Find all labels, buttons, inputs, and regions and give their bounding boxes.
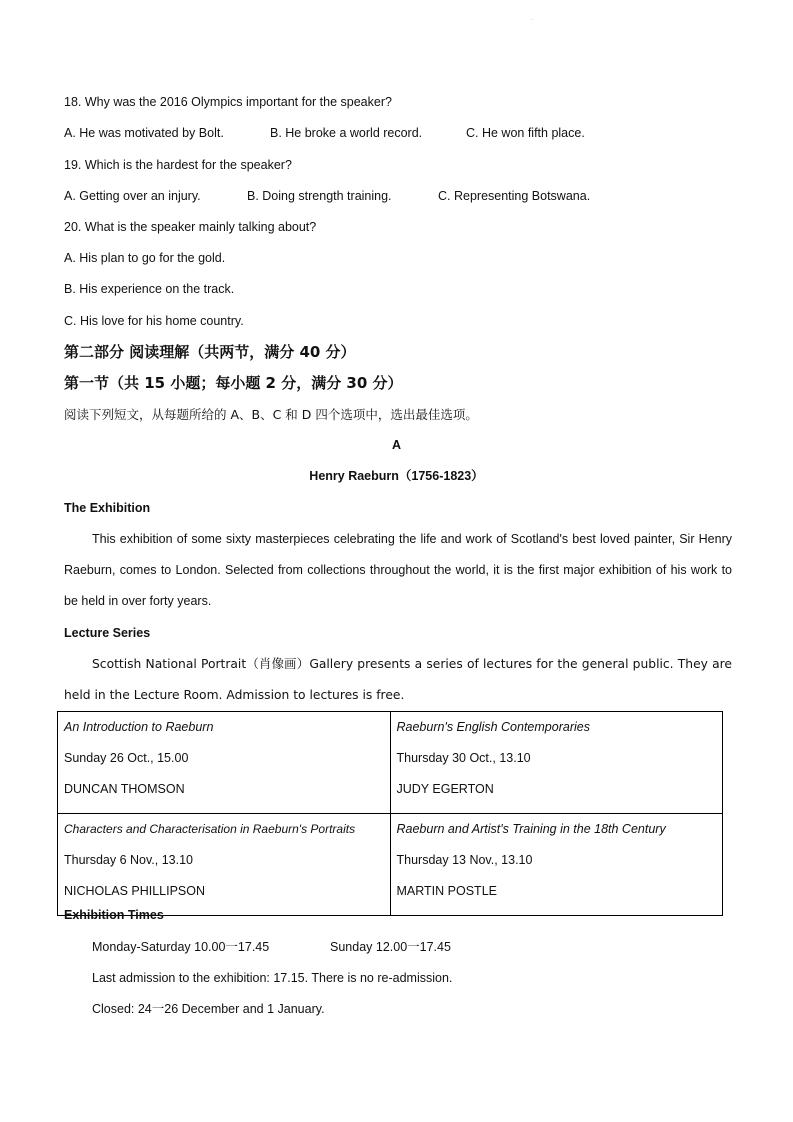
last-admission: Last admission to the exhibition: 17.15. There is no re-admission. [92, 971, 453, 985]
question-20-option-a: A. His plan to go for the gold. [64, 251, 226, 265]
lecture-speaker: MARTIN POSTLE [396, 884, 497, 898]
lecture-title: Raeburn's English Contemporaries [396, 720, 590, 734]
lecture-title: Raeburn and Artist's Training in the 18th Century [396, 822, 666, 836]
lecture-cell [390, 712, 723, 814]
question-18-option-c: C. He won fifth place. [466, 126, 585, 140]
lecture-speaker: DUNCAN THOMSON [64, 782, 185, 796]
part-two-title: 第二部分 阅读理解（共两节，满分 40 分） [64, 343, 356, 361]
passage-letter: A [391, 438, 402, 452]
exhibition-text: This exhibition of some sixty masterpieces celebrating the life and work of Scotland's best loved painter, Sir Henry Raeburn, comes to London. Selected from collections throughout the world, it is the first major exhibition of his work to be held in over forty years. [64, 532, 732, 608]
lecture-paragraph [64, 649, 732, 711]
closed-dates: Closed: 24一26 December and 1 January. [92, 1002, 325, 1016]
question-19-stem: 19. Which is the hardest for the speaker? [64, 158, 292, 172]
passage-title: Henry Raeburn（1756-1823） [309, 469, 484, 483]
question-20-option-b: B. His experience on the track. [64, 282, 235, 296]
question-20-option-c: C. His love for his home country. [64, 314, 244, 328]
lecture-cell [58, 712, 391, 814]
section-one-title: 第一节（共 15 小题；每小题 2 分，满分 30 分） [64, 374, 403, 392]
lecture-date: Thursday 6 Nov., 13.10 [64, 853, 194, 867]
lecture-title: Characters and Characterisation in Raeburn's Portraits [64, 822, 356, 836]
lecture-cell [390, 814, 723, 916]
question-18-option-a: A. He was motivated by Bolt. [64, 126, 224, 140]
question-19-option-c: C. Representing Botswana. [438, 189, 591, 203]
times-sunday: Sunday 12.00一17.45 [330, 940, 451, 954]
lecture-text: Scottish National Portrait（肖像画）Gallery presents a series of lectures for the general public. They are held in the Lecture Room. Admission to lectures is free. [64, 657, 732, 702]
times-weekday: Monday-Saturday 10.00一17.45 [92, 940, 270, 954]
question-19-option-b: B. Doing strength training. [247, 189, 392, 203]
lecture-date: Thursday 13 Nov., 13.10 [396, 853, 533, 867]
lecture-cell [58, 814, 391, 916]
exhibition-heading: The Exhibition [64, 501, 151, 515]
lecture-title: An Introduction to Raeburn [64, 720, 214, 734]
question-20-stem: 20. What is the speaker mainly talking about? [64, 220, 317, 234]
question-19-option-a: A. Getting over an injury. [64, 189, 201, 203]
section-instruction: 阅读下列短文，从每题所给的 A、B、C 和 D 四个选项中，选出最佳选项。 [64, 407, 478, 422]
question-18-stem: 18. Why was the 2016 Olympics important for the speaker? [64, 95, 392, 109]
table-row [58, 712, 723, 814]
lecture-date: Thursday 30 Oct., 13.10 [396, 751, 531, 765]
exhibition-paragraph [64, 524, 732, 617]
scan-dot: . [531, 16, 533, 22]
exhibition-times-heading: Exhibition Times [64, 908, 164, 922]
lecture-speaker: JUDY EGERTON [396, 782, 494, 796]
lecture-table [57, 711, 723, 916]
question-18-option-b: B. He broke a world record. [270, 126, 423, 140]
lecture-date: Sunday 26 Oct., 15.00 [64, 751, 189, 765]
table-row [58, 814, 723, 916]
lecture-series-heading: Lecture Series [64, 626, 151, 640]
lecture-speaker: NICHOLAS PHILLIPSON [64, 884, 206, 898]
